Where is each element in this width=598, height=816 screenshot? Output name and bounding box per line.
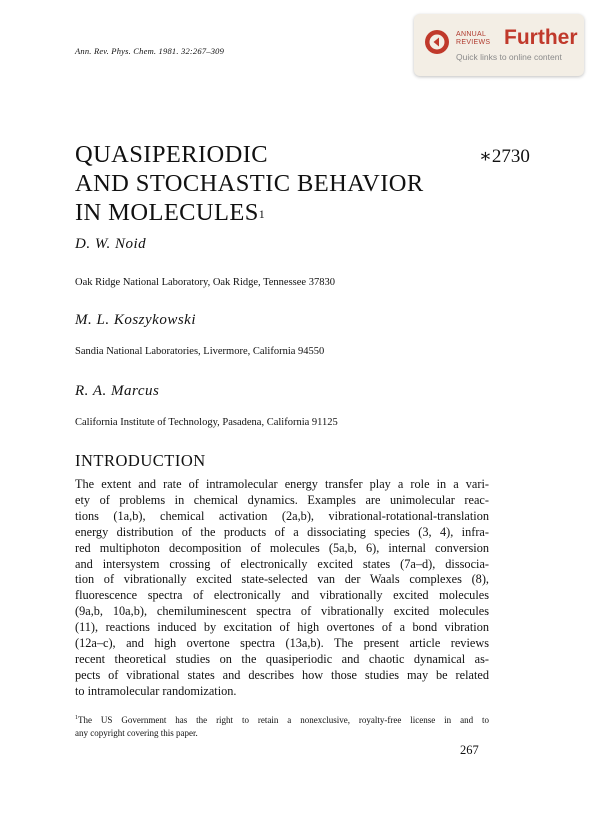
section-heading: INTRODUCTION: [75, 451, 206, 470]
body-line: energy distribution of the products of a dissociating species (3, 4), infra-: [75, 524, 489, 539]
footnote-mark: 1: [75, 715, 78, 721]
author-name: R. A. Marcus: [75, 383, 160, 399]
further-label: Further: [504, 26, 578, 49]
body-line: red multiphoton decomposition of molecules (5a,b, 6), internal conversion: [75, 540, 489, 555]
body-text: [75, 477, 489, 700]
title-line-3: IN MOLECULES$^1$: [75, 199, 266, 226]
body-line: pects of vibrational states and describes how those studies may be related: [75, 667, 489, 682]
journal-citation: Ann. Rev. Phys. Chem. 1981. 32:267–309: [75, 46, 225, 56]
body-line: (9a,b, 10a,b), chemiluminescent spectra of vibrationally excited molecules: [75, 604, 489, 619]
annual-reviews-logo-icon: [424, 29, 450, 55]
body-line: recent theoretical studies on the quasiperiodic and chaotic dynamical as-: [75, 651, 489, 666]
body-line: (11), reactions induced by excitation of high overtones of a bond vibration: [75, 620, 489, 635]
author-name: M. L. Koszykowski: [75, 312, 196, 328]
body-line: (12a–c), and high overtone spectra (13a,b). The present article reviews: [75, 636, 489, 651]
body-line: to intramolecular randomization.: [75, 683, 237, 698]
title-footnote-mark: 1: [258, 207, 266, 221]
body-line: tion of vibrationally excited state-selected van der Waals complexes (8),: [75, 572, 489, 587]
page-number: 267: [460, 743, 479, 757]
author-affiliation: Oak Ridge National Laboratory, Oak Ridge, Tennessee 37830: [75, 277, 335, 288]
article-title: [75, 140, 424, 227]
body-line: and intersystem crossing of electronically excited states (7a–d), dissocia-: [75, 556, 489, 571]
author-name: D. W. Noid: [75, 236, 147, 252]
title-line-2: AND STOCHASTIC BEHAVIOR: [75, 170, 424, 197]
title-line-1: QUASIPERIODIC: [75, 141, 269, 168]
article-code: ∗2730: [479, 146, 530, 167]
author-affiliation: California Institute of Technology, Pasadena, California 91125: [75, 417, 338, 428]
annual-reviews-wordmark: ANNUAL REVIEWS: [456, 31, 491, 46]
footnote-line: $^1$The US Government has the right to retain a nonexclusive, royalty-free license in and to: [75, 715, 489, 725]
body-line: ety of problems in chemical dynamics. Examples are unimolecular reac-: [75, 492, 489, 507]
author-affiliation: Sandia National Laboratories, Livermore, California 94550: [75, 346, 325, 357]
footnote: [75, 712, 489, 740]
body-line: The extent and rate of intramolecular energy transfer play a role in a vari-: [75, 477, 489, 491]
footnote-line: any copyright covering this paper.: [75, 728, 198, 738]
quick-links-label: Quick links to online content: [456, 52, 562, 62]
further-banner[interactable]: [414, 14, 584, 76]
body-line: tions (1a,b), chemical activation (2a,b), vibrational-rotational-translation: [75, 508, 489, 523]
body-line: fluorescence spectra of electronically and vibrationally excited molecules: [75, 588, 489, 603]
